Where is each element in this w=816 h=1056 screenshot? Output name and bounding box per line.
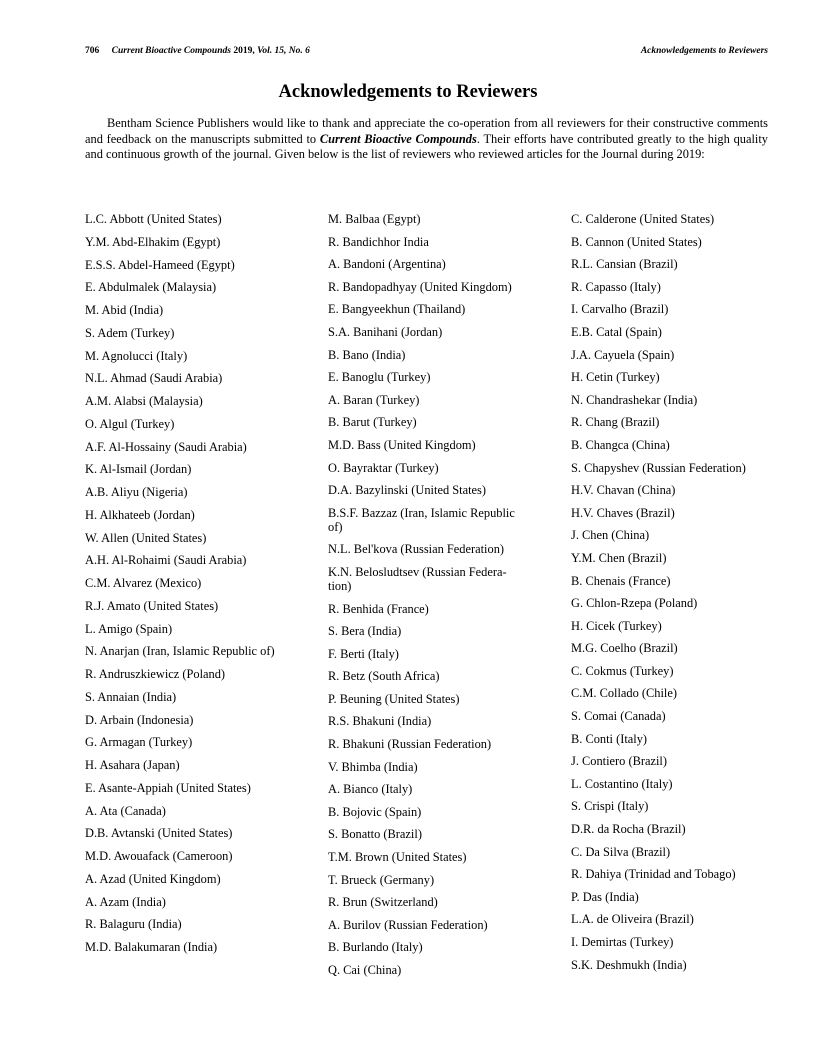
- reviewer-entry: E.S.S. Abdel-Hameed (Egypt): [85, 257, 235, 272]
- reviewer-column-2: [328, 212, 528, 986]
- reviewer-entry: I. Carvalho (Brazil): [571, 302, 669, 317]
- reviewer-entry: L. Amigo (Spain): [85, 621, 173, 636]
- intro-text-after: . Their efforts have contributed greatly to the high quality and continuous growth of the journal. Given below is the list of reviewers who reviewed articles for the Journal during 2019:: [85, 131, 768, 162]
- reviewer-entry: R. Balaguru (India): [85, 917, 182, 932]
- reviewer-entry: A. Azam (India): [85, 894, 166, 909]
- reviewer-entry: R. Andruszkiewicz (Poland): [85, 667, 226, 681]
- reviewer-entry: H. Asahara (Japan): [85, 758, 180, 772]
- reviewer-entry: S. Bonatto (Brazil): [328, 827, 422, 842]
- reviewer-entry: S. Bera (India): [328, 624, 402, 639]
- section-name: Acknowledgements to Reviewers: [640, 46, 768, 56]
- reviewer-entry: B. Burlando (Italy): [328, 940, 423, 955]
- journal-name: Current Bioactive Compounds: [111, 46, 231, 56]
- reviewer-entry: Y.M. Abd-Elhakim (Egypt): [85, 234, 221, 249]
- reviewer-entry: W. Allen (United States): [85, 530, 207, 545]
- intro-journal-name: Current Bioactive Compounds: [319, 131, 477, 146]
- journal-year: 2019,: [233, 46, 255, 56]
- reviewer-entry: S.A. Banihani (Jordan): [328, 324, 443, 339]
- reviewer-entry: O. Algul (Turkey): [85, 416, 175, 431]
- reviewer-entry: O. Bayraktar (Turkey): [328, 460, 439, 475]
- reviewer-entry: R. Bandichhor India: [328, 234, 429, 249]
- reviewer-entry: C. Calderone (United States): [571, 212, 715, 226]
- reviewer-entry: R. Chang (Brazil): [571, 415, 660, 430]
- reviewer-entry: L. Costantino (Italy): [571, 776, 673, 791]
- reviewer-entry: N. Chandrashekar (India): [571, 392, 698, 407]
- reviewer-entry: F. Berti (Italy): [328, 646, 399, 661]
- reviewer-entry: E. Banoglu (Turkey): [328, 370, 431, 385]
- intro-paragraph: [85, 116, 768, 163]
- reviewer-entry: A. Bianco (Italy): [328, 782, 413, 797]
- reviewer-entry: B. Bano (India): [328, 347, 406, 362]
- reviewer-entry: K.N. Belosludtsev (Russian Federa-tion): [328, 564, 507, 593]
- reviewer-entry: P. Beuning (United States): [328, 691, 460, 706]
- reviewer-entry: A.F. Al-Hossainy (Saudi Arabia): [85, 439, 247, 454]
- reviewer-entry: R. Betz (South Africa): [328, 669, 440, 684]
- reviewer-entry: J. Chen (China): [571, 528, 650, 543]
- reviewer-entry: B. Bojovic (Spain): [328, 804, 422, 819]
- reviewer-entry: H. Cetin (Turkey): [571, 370, 660, 385]
- reviewer-entry: S. Chapyshev (Russian Federation): [571, 460, 746, 475]
- reviewer-entry: M. Abid (India): [85, 303, 164, 317]
- reviewer-entry: N.L. Bel'kova (Russian Federation): [328, 542, 505, 557]
- reviewer-entry: K. Al-Ismail (Jordan): [85, 462, 192, 477]
- reviewer-entry: D.A. Bazylinski (United States): [328, 483, 486, 498]
- reviewer-entry: E.B. Catal (Spain): [571, 324, 662, 339]
- page-title: Acknowledgements to Reviewers: [278, 82, 538, 102]
- running-header: [85, 46, 768, 60]
- reviewer-entry: E. Asante-Appiah (United States): [85, 780, 251, 795]
- reviewer-entry: R. Capasso (Italy): [571, 279, 661, 294]
- reviewer-entry: R. Benhida (France): [328, 601, 429, 616]
- reviewer-entry: A. Azad (United Kingdom): [85, 871, 221, 886]
- reviewer-entry: B. Conti (Italy): [571, 731, 648, 746]
- reviewer-entry: E. Abdulmalek (Malaysia): [85, 280, 217, 295]
- reviewer-entry: S. Annaian (India): [85, 689, 177, 704]
- reviewer-entry: N. Anarjan (Iran, Islamic Republic of): [85, 644, 275, 659]
- reviewer-entry: Q. Cai (China): [328, 963, 402, 977]
- reviewer-entry: R.J. Amato (United States): [85, 598, 219, 613]
- reviewer-entry: P. Das (India): [571, 889, 639, 904]
- reviewer-entry: H.V. Chavan (China): [571, 483, 676, 498]
- reviewer-entry: T. Brueck (Germany): [328, 872, 435, 887]
- reviewer-entry: M.G. Coelho (Brazil): [571, 641, 678, 656]
- reviewer-entry: M.D. Awouafack (Cameroon): [85, 849, 233, 863]
- reviewer-entry: S. Adem (Turkey): [85, 325, 175, 340]
- reviewer-entry: A. Bandoni (Argentina): [328, 257, 446, 272]
- reviewer-entry: A. Burilov (Russian Federation): [328, 917, 488, 932]
- reviewer-entry: S. Comai (Canada): [571, 709, 666, 724]
- reviewer-entry: D.B. Avtanski (United States): [85, 826, 233, 841]
- reviewer-entry: L.A. de Oliveira (Brazil): [571, 912, 694, 927]
- reviewer-entry: I. Demirtas (Turkey): [571, 935, 674, 949]
- reviewer-entry: J.A. Cayuela (Spain): [571, 347, 675, 362]
- reviewer-entry: H. Alkhateeb (Jordan): [85, 507, 195, 522]
- reviewer-entry: R. Bhakuni (Russian Federation): [328, 737, 492, 752]
- reviewer-entry: R. Bandopadhyay (United Kingdom): [328, 279, 512, 294]
- reviewer-entry: B. Cannon (United States): [571, 234, 702, 249]
- reviewer-entry: D.R. da Rocha (Brazil): [571, 822, 686, 837]
- reviewer-entry: L.C. Abbott (United States): [85, 212, 222, 226]
- reviewer-column-1: [85, 212, 285, 963]
- reviewer-entry: B. Chenais (France): [571, 573, 671, 588]
- reviewer-entry: T.M. Brown (United States): [328, 850, 467, 865]
- journal-volume: Vol. 15, No. 6: [257, 46, 310, 56]
- reviewer-entry: M.D. Bass (United Kingdom): [328, 437, 476, 452]
- reviewer-entry: Y.M. Chen (Brazil): [571, 550, 667, 565]
- reviewer-entry: B.S.F. Bazzaz (Iran, Islamic Republic of): [328, 505, 515, 534]
- reviewer-column-3: [571, 212, 771, 980]
- reviewer-entry: A.H. Al-Rohaimi (Saudi Arabia): [85, 553, 247, 568]
- reviewer-entry: N.L. Ahmad (Saudi Arabia): [85, 371, 223, 386]
- reviewer-entry: H.V. Chaves (Brazil): [571, 505, 675, 520]
- reviewer-entry: C.M. Collado (Chile): [571, 686, 678, 701]
- reviewer-entry: A. Ata (Canada): [85, 803, 166, 818]
- reviewer-entry: A. Baran (Turkey): [328, 392, 420, 407]
- reviewer-entry: G. Armagan (Turkey): [85, 735, 193, 750]
- reviewer-entry: C. Da Silva (Brazil): [571, 844, 671, 859]
- reviewer-entry: S. Crispi (Italy): [571, 799, 649, 814]
- reviewer-entry: B. Changca (China): [571, 437, 670, 452]
- reviewer-entry: A.B. Aliyu (Nigeria): [85, 485, 188, 499]
- reviewer-entry: G. Chlon-Rzepa (Poland): [571, 596, 698, 611]
- reviewer-entry: R.L. Cansian (Brazil): [571, 257, 678, 272]
- reviewer-entry: J. Contiero (Brazil): [571, 754, 668, 769]
- page-number: 706: [85, 46, 100, 56]
- reviewer-entry: M. Balbaa (Egypt): [328, 212, 421, 226]
- reviewer-entry: S.K. Deshmukh (India): [571, 957, 687, 972]
- reviewer-entry: A.M. Alabsi (Malaysia): [85, 394, 203, 408]
- header-left: [85, 46, 310, 60]
- reviewer-entry: C.M. Alvarez (Mexico): [85, 576, 202, 590]
- reviewer-entry: R. Dahiya (Trinidad and Tobago): [571, 867, 736, 882]
- reviewer-entry: E. Bangyeekhun (Thailand): [328, 302, 466, 317]
- reviewer-entry: V. Bhimba (India): [328, 759, 418, 774]
- intro-text-before: Bentham Science Publishers would like to thank and appreciate the co-operation from all reviewers for their constructive comments and feedback on the manuscripts submitted to: [85, 116, 768, 146]
- reviewer-entry: R.S. Bhakuni (India): [328, 714, 432, 729]
- reviewer-entry: M. Agnolucci (Italy): [85, 348, 188, 363]
- reviewer-entry: H. Cicek (Turkey): [571, 618, 662, 633]
- reviewer-entry: D. Arbain (Indonesia): [85, 712, 194, 727]
- reviewer-entry: M.D. Balakumaran (India): [85, 940, 218, 954]
- reviewer-entry: B. Barut (Turkey): [328, 415, 417, 430]
- reviewer-entry: R. Brun (Switzerland): [328, 895, 438, 910]
- reviewer-entry: C. Cokmus (Turkey): [571, 663, 674, 678]
